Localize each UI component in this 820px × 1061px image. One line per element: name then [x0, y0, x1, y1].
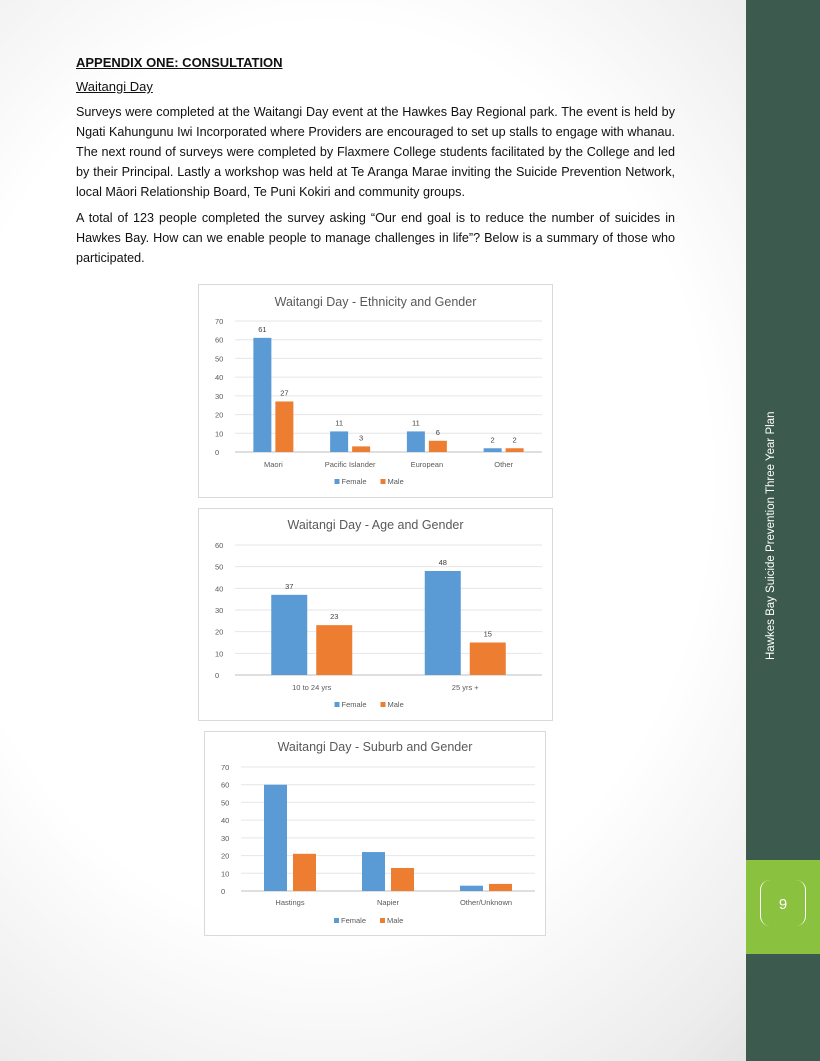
y-tick-label: 70 — [215, 317, 224, 326]
bar-female — [330, 431, 348, 452]
page-number: 9 — [778, 896, 788, 913]
data-label: 6 — [435, 427, 440, 437]
chart-ethnicity — [198, 284, 553, 498]
y-tick-label: 30 — [215, 391, 224, 401]
bar-female — [264, 785, 287, 891]
chart-title: Waitangi Day - Age and Gender — [287, 518, 464, 532]
legend-swatch-male — [381, 702, 386, 707]
y-tick-label: 40 — [215, 584, 224, 594]
sidebar-title: Hawkes Bay Suicide Prevention Three Year Plan — [765, 411, 777, 660]
category-label: Maori — [263, 460, 283, 469]
y-tick-label: 50 — [215, 354, 224, 364]
bar-female — [484, 448, 502, 452]
y-tick-label: 30 — [221, 833, 230, 843]
chart-title: Waitangi Day - Ethnicity and Gender — [274, 295, 477, 309]
category-label: 10 to 24 yrs — [292, 683, 332, 692]
chart-legend — [335, 700, 404, 709]
bar-male — [489, 884, 512, 891]
data-label: 37 — [285, 581, 294, 591]
y-tick-label: 20 — [215, 627, 224, 637]
category-label: Pacific Islander — [324, 460, 376, 469]
bar-male — [506, 448, 524, 452]
data-label: 27 — [280, 388, 289, 398]
bar-female — [362, 852, 385, 891]
category-label: 25 yrs + — [451, 683, 479, 692]
y-tick-label: 60 — [215, 335, 224, 345]
paragraph-summary: A total of 123 people completed the survey asking “Our end goal is to reduce the number of suicides in Hawkes Bay. How can we enable people to manage challenges in life”? Below is a summary of those who participated. — [76, 211, 675, 265]
legend-swatch-female — [335, 702, 340, 707]
category-label: Hastings — [275, 898, 305, 907]
data-label: 15 — [483, 629, 492, 639]
y-tick-label: 10 — [215, 429, 224, 439]
y-tick-label: 30 — [215, 606, 224, 615]
y-tick-label: 40 — [221, 816, 230, 826]
document-body — [76, 54, 675, 274]
data-label: 23 — [330, 612, 339, 622]
bar-female — [271, 595, 307, 675]
y-tick-label: 10 — [215, 649, 224, 659]
y-tick-label: 50 — [215, 562, 224, 572]
y-tick-label: 0 — [215, 448, 220, 457]
chart-legend — [334, 916, 403, 925]
chart-ethnicity-svg — [199, 285, 552, 497]
legend-label: Male — [387, 700, 404, 709]
chart-legend — [335, 477, 404, 486]
legend-label: Female — [341, 700, 367, 709]
legend-swatch-female — [335, 479, 340, 484]
legend-swatch-male — [380, 918, 385, 923]
category-label: Other/Unknown — [459, 898, 513, 907]
category-label: European — [410, 460, 444, 469]
page-number-box — [746, 860, 820, 954]
paragraph-intro: Surveys were completed at the Waitangi Day event at the Hawkes Bay Regional park. The event is held by Ngati Kahungunu Iwi Incorporated where Providers are encouraged to set up stalls to engage with whanau. The next round of surveys were completed by Flaxmere College students facilitated by the College and led by their Principal. Lastly a workshop was held at Te Aranga Marae inviting the Suicide Prevention Network, local Māori Relationship Board, Te Puni Kokiri and community groups. — [76, 105, 675, 199]
y-tick-label: 70 — [221, 763, 230, 772]
bar-male — [429, 441, 447, 452]
bar-male — [391, 868, 414, 891]
y-tick-label: 20 — [221, 851, 230, 861]
data-label: 2 — [490, 435, 495, 445]
y-tick-label: 0 — [221, 887, 226, 896]
chart-age-svg — [199, 509, 552, 720]
bar-female — [253, 338, 271, 452]
chart-age — [198, 508, 553, 721]
bar-male — [352, 446, 370, 452]
bar-male — [275, 401, 293, 452]
y-tick-label: 20 — [215, 410, 224, 420]
data-label: 11 — [335, 418, 344, 428]
bar-male — [293, 854, 316, 891]
data-label: 2 — [512, 435, 517, 445]
chart-suburb-svg — [205, 732, 545, 935]
chart-title: Waitangi Day - Suburb and Gender — [277, 740, 473, 754]
category-label: Napier — [376, 898, 400, 907]
data-label: 61 — [258, 324, 267, 334]
legend-swatch-female — [334, 918, 339, 923]
bar-female — [407, 431, 425, 452]
bar-female — [425, 571, 461, 675]
bar-female — [460, 886, 483, 891]
legend-swatch-male — [381, 479, 386, 484]
y-tick-label: 60 — [215, 541, 224, 550]
category-label: Other — [494, 460, 514, 469]
legend-label: Male — [387, 916, 404, 925]
bar-male — [316, 625, 352, 675]
section-subheading: Waitangi Day — [76, 79, 153, 94]
data-label: 48 — [438, 558, 447, 567]
legend-label: Female — [341, 916, 367, 925]
y-tick-label: 0 — [215, 671, 220, 680]
y-tick-label: 60 — [221, 780, 230, 790]
chart-suburb — [204, 731, 546, 936]
y-tick-label: 10 — [221, 869, 230, 879]
appendix-heading: APPENDIX ONE: CONSULTATION — [76, 55, 283, 70]
data-label: 11 — [411, 418, 420, 428]
bar-male — [470, 643, 506, 676]
y-tick-label: 40 — [215, 373, 224, 383]
legend-label: Male — [387, 477, 404, 486]
y-tick-label: 50 — [221, 798, 230, 808]
data-label: 3 — [359, 433, 364, 443]
legend-label: Female — [341, 477, 367, 486]
